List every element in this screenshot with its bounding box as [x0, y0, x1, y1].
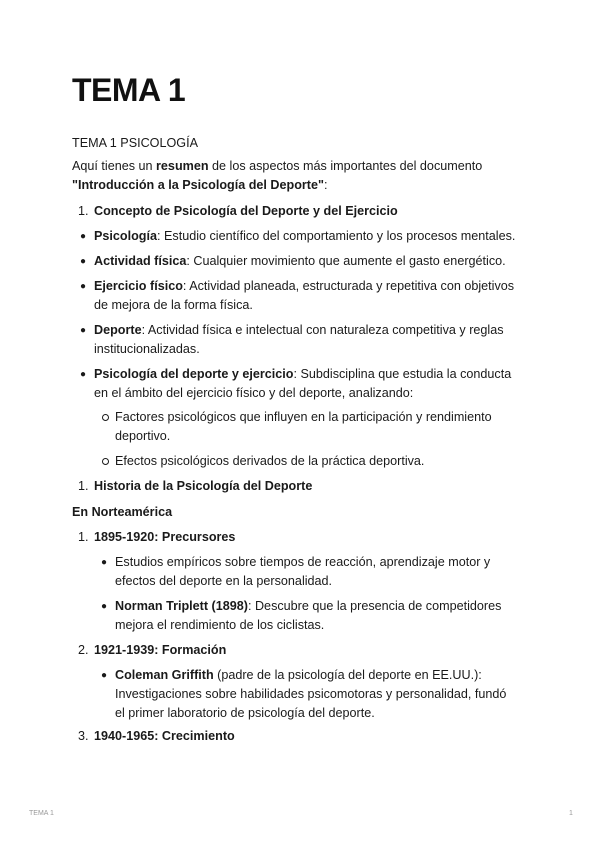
section-heading: Concepto de Psicología del Deporte y del Ejercicio	[94, 204, 398, 218]
section-heading: Historia de la Psicología del Deporte	[94, 479, 313, 493]
list-item: Psicología: Estudio científico del comportamiento y los procesos mentales.	[94, 229, 516, 243]
list-item: Ejercicio físico: Actividad planeada, estructurada y repetitiva con objetivos	[94, 279, 515, 293]
bullet-icon: ●	[80, 369, 87, 380]
list-item: Psicología del deporte y ejercicio: Subdisciplina que estudia la conducta	[94, 367, 512, 381]
circle-bullet-icon	[102, 458, 109, 465]
list-item: Actividad física: Cualquier movimiento que aumente el gasto energético.	[94, 254, 506, 268]
list-item-continuation: institucionalizadas.	[94, 342, 200, 356]
period-heading: 1895-1920: Precursores	[94, 530, 236, 544]
bullet-icon: ●	[101, 557, 108, 568]
period-number: 1.	[78, 530, 89, 544]
region-heading: En Norteamérica	[72, 505, 173, 519]
bullet-icon: ●	[80, 281, 87, 292]
footer-title: TEMA 1	[29, 810, 54, 817]
list-item-continuation: Investigaciones sobre habilidades psicomotoras y personalidad, fundó	[115, 687, 507, 701]
period-number: 3.	[78, 729, 89, 743]
section-number: 1.	[78, 204, 89, 218]
list-item: Coleman Griffith (padre de la psicología del deporte en EE.UU.):	[115, 668, 482, 682]
sub-list-item-continuation: deportivo.	[115, 429, 171, 443]
bullet-icon: ●	[101, 670, 108, 681]
bullet-icon: ●	[101, 601, 108, 612]
document-subtitle: TEMA 1 PSICOLOGÍA	[72, 136, 198, 150]
page-title: TEMA 1	[72, 72, 186, 108]
list-item: Deporte: Actividad física e intelectual con naturaleza competitiva y reglas	[94, 323, 504, 337]
list-item: Estudios empíricos sobre tiempos de reacción, aprendizaje motor y	[115, 555, 491, 569]
list-item-continuation: en el ámbito del ejercicio físico y del deporte, analizando:	[94, 386, 414, 400]
bullet-icon: ●	[80, 256, 87, 267]
list-item-continuation: de mejora de la forma física.	[94, 298, 253, 312]
sub-list-item: Factores psicológicos que influyen en la participación y rendimiento	[115, 410, 492, 424]
period-heading: 1921-1939: Formación	[94, 643, 227, 657]
page-number: 1	[569, 810, 573, 817]
sub-list-item: Efectos psicológicos derivados de la práctica deportiva.	[115, 454, 425, 468]
period-heading: 1940-1965: Crecimiento	[94, 729, 235, 743]
list-item-continuation: el primer laboratorio de psicología del deporte.	[115, 706, 375, 720]
intro-paragraph-line2: "Introducción a la Psicología del Deporte":	[72, 178, 328, 192]
bullet-icon: ●	[80, 325, 87, 336]
intro-paragraph: Aquí tienes un resumen de los aspectos más importantes del documento	[72, 159, 483, 173]
list-item-continuation: efectos del deporte en la personalidad.	[115, 574, 333, 588]
list-item-continuation: mejora el rendimiento de los ciclistas.	[115, 618, 325, 632]
period-number: 2.	[78, 643, 89, 657]
bullet-icon: ●	[80, 231, 87, 242]
circle-bullet-icon	[102, 414, 109, 421]
list-item: Norman Triplett (1898): Descubre que la presencia de competidores	[115, 599, 502, 613]
section-number: 1.	[78, 479, 89, 493]
